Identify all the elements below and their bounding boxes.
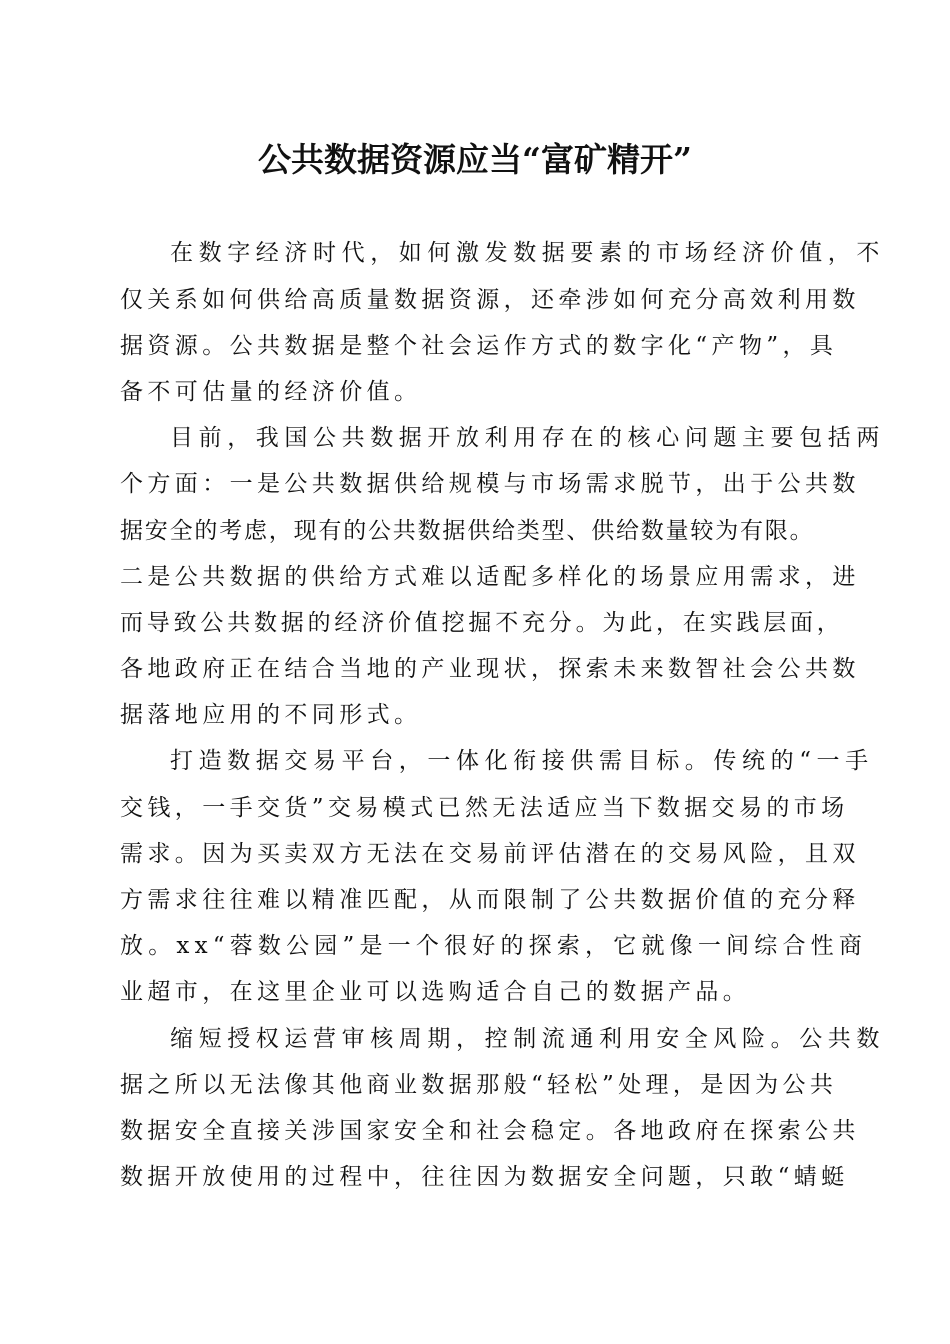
paragraph-line: 目前，我国公共数据开放利用存在的核心问题主要包括两 <box>170 425 885 451</box>
paragraph-line: 据资源。公共数据是整个社会运作方式的数字化“产物”，具 <box>120 333 838 359</box>
paragraph-line: 备不可估量的经济价值。 <box>120 379 422 405</box>
paragraph-line: 据之所以无法像其他商业数据那般“轻松”处理，是因为公共 <box>120 1072 838 1098</box>
paragraph-line: 而导致公共数据的经济价值挖掘不充分。为此，在实践层面， <box>120 610 844 636</box>
paragraph-line: 在数字经济时代，如何激发数据要素的市场经济价值，不 <box>170 240 885 266</box>
paragraph-line: 缩短授权运营审核周期，控制流通利用安全风险。公共数 <box>170 1026 885 1052</box>
paragraph-line: 需求。因为买卖双方无法在交易前评估潜在的交易风险，且双 <box>120 841 860 867</box>
paragraph-line: 放。xx“蓉数公园”是一个很好的探索，它就像一间综合性商 <box>120 933 868 959</box>
paragraph-line: 方需求往往难以精准匹配，从而限制了公共数据价值的充分释 <box>120 887 860 913</box>
paragraph-line: 据安全的考虑，现有的公共数据供给类型、供给数量较为有限。 <box>120 518 815 544</box>
paragraph-line: 交钱，一手交货”交易模式已然无法适应当下数据交易的市场 <box>120 795 849 821</box>
paragraph-line: 仅关系如何供给高质量数据资源，还牵涉如何充分高效利用数 <box>120 287 860 313</box>
paragraph-line: 打造数据交易平台，一体化衔接供需目标。传统的“一手 <box>170 748 874 774</box>
paragraph-line: 业超市，在这里企业可以选购适合自己的数据产品。 <box>120 979 751 1005</box>
paragraph-line: 各地政府正在结合当地的产业现状，探索未来数智社会公共数 <box>120 656 860 682</box>
paragraph-line: 二是公共数据的供给方式难以适配多样化的场景应用需求，进 <box>120 564 860 590</box>
document-title: 公共数据资源应当“富矿精开” <box>258 140 692 179</box>
paragraph-line: 个方面：一是公共数据供给规模与市场需求脱节，出于公共数 <box>120 471 860 497</box>
paragraph-line: 据落地应用的不同形式。 <box>120 702 422 728</box>
paragraph-line: 数据安全直接关涉国家安全和社会稳定。各地政府在探索公共 <box>120 1118 860 1144</box>
paragraph-line: 数据开放使用的过程中，往往因为数据安全问题，只敢“蜻蜓 <box>120 1164 849 1190</box>
